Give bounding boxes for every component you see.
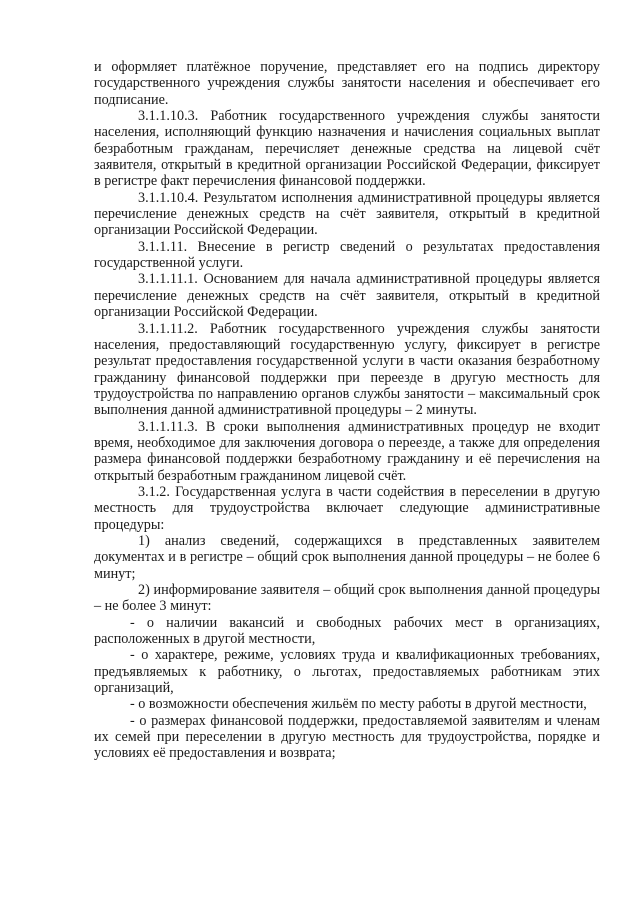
paragraph-3-1-2: 3.1.2. Государственная услуга в части содействия в переселении в другую местность для трудоустройства включает следующие административные процедуры: [94,483,600,533]
paragraph-3-1-1-11-1: 3.1.1.11.1. Основанием для начала административной процедуры является перечисление денежных средств на счёт заявителя, открытый в кредитной организации Российской Федерации. [94,271,600,321]
paragraph-3-1-1-11-2: 3.1.1.11.2. Работник государственного учреждения службы занятости населения, предоставляющий государственную услугу, фиксирует в регистре результат предоставления государственной услуги в части оказания безработному гражданину финансовой поддержки при переезде в другую местность для трудоустройства по направлению органов службы занятости – максимальный срок выполнения данной административной процедуры – 2 минуты. [94,320,600,419]
dash-item-vacancies: - о наличии вакансий и свободных рабочих мест в организациях, расположенных в другой местности, [94,614,600,648]
paragraph-continuation: и оформляет платёжное поручение, представляет его на подпись директору государственного учреждения службы занятости населения и обеспечивает его подписание. [94,59,600,108]
paragraph-3-1-1-10-4: 3.1.1.10.4. Результатом исполнения административной процедуры является перечисление денежных средств на счёт заявителя, открытый в кредитной организации Российской Федерации. [94,189,600,239]
paragraph-3-1-1-11: 3.1.1.11. Внесение в регистр сведений о результатах предоставления государственной услуги. [94,238,600,272]
list-item-2: 2) информирование заявителя – общий срок выполнения данной процедуры – не более 3 минут: [94,582,600,615]
dash-item-financial-support: - о размерах финансовой поддержки, предоставляемой заявителям и членам их семей при переселении в другую местность для трудоустройства, порядке и условиях её предоставления и возврата; [94,712,600,762]
paragraph-3-1-1-11-3: 3.1.1.11.3. В сроки выполнения административных процедур не входит время, необходимое для заключения договора о переезде, а также для определения размера финансовой поддержки безработному гражданину и её перечисления на открытый безработным гражданином лицевой счёт. [94,418,600,484]
paragraph-3-1-1-10-3: 3.1.1.10.3. Работник государственного учреждения службы занятости населения, исполняющий функцию назначения и начисления социальных выплат безработным гражданам, перечисляет денежные средства на лицевой счёт заявителя, открытый в кредитной организации Российской Федерации, фиксирует в регистре факт перечисления финансовой поддержки. [94,108,600,190]
document-body [94,59,600,762]
dash-item-working-conditions: - о характере, режиме, условиях труда и квалификационных требованиях, предъявляемых к работнику, о льготах, предоставляемых работникам этих организаций, [94,647,600,697]
dash-item-housing: - о возможности обеспечения жильём по месту работы в другой местности, [130,696,587,713]
list-item-1: 1) анализ сведений, содержащихся в представленных заявителем документах и в регистре – общий срок выполнения данной процедуры – не более 6 минут; [94,532,600,582]
